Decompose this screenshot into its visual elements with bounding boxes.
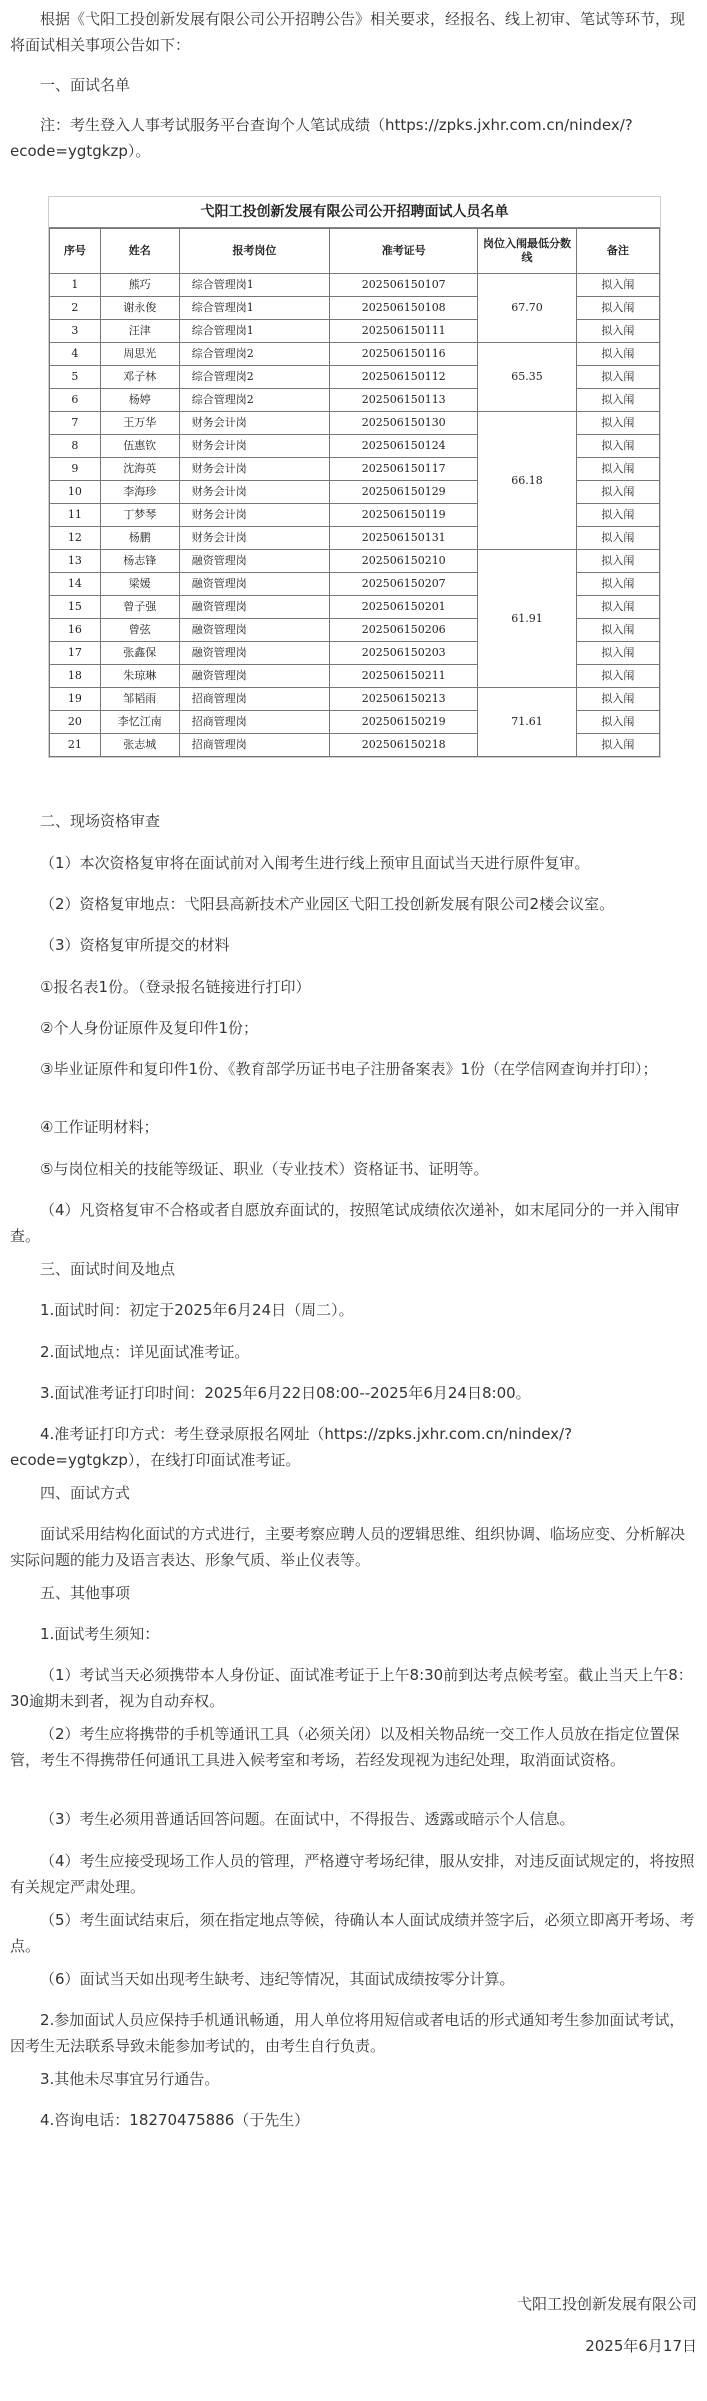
cell-post: 综合管理岗2 (179, 389, 329, 412)
cell-post: 财务会计岗 (179, 481, 329, 504)
cell-no: 11 (50, 504, 101, 527)
table-row (50, 412, 660, 435)
material-item-4: ④工作证明材料； (40, 1118, 159, 1136)
qualification-item-1: （1）本次资格复审将在面试前对入闱考生进行线上预审且面试当天进行原件复审。 (40, 854, 590, 872)
cell-remark: 拟入闱 (576, 412, 659, 435)
cell-exam-id: 202506150117 (330, 458, 478, 481)
cell-no: 5 (50, 366, 101, 389)
cell-post: 融资管理岗 (179, 550, 329, 573)
cell-exam-id: 202506150131 (330, 527, 478, 550)
cell-no: 12 (50, 527, 101, 550)
cell-post: 融资管理岗 (179, 665, 329, 688)
cell-exam-id: 202506150207 (330, 573, 478, 596)
cell-no: 9 (50, 458, 101, 481)
notice-rule-5: （5）考生面试结束后，须在指定地点等候，待确认本人面试成绩并签字后，必须立即离开考场、考点。 (10, 1911, 695, 1955)
signature-organization: 弋阳工投创新发展有限公司 (516, 2295, 697, 2313)
cell-exam-id: 202506150112 (330, 366, 478, 389)
cell-name: 沈海英 (100, 458, 179, 481)
cell-post: 招商管理岗 (179, 711, 329, 734)
cell-name: 张志城 (100, 734, 179, 757)
cell-name: 朱琼琳 (100, 665, 179, 688)
cell-remark: 拟入闱 (576, 596, 659, 619)
cell-exam-id: 202506150213 (330, 688, 478, 711)
cell-remark: 拟入闱 (576, 688, 659, 711)
cell-exam-id: 202506150210 (330, 550, 478, 573)
cell-remark: 拟入闱 (576, 297, 659, 320)
cell-name: 李海珍 (100, 481, 179, 504)
header-remark: 备注 (576, 229, 659, 274)
section-title-qualification: 二、现场资格审查 (40, 812, 161, 830)
cell-post: 财务会计岗 (179, 412, 329, 435)
cell-no: 15 (50, 596, 101, 619)
cell-name: 丁梦琴 (100, 504, 179, 527)
cell-name: 李忆江南 (100, 711, 179, 734)
cell-exam-id: 202506150124 (330, 435, 478, 458)
cell-no: 17 (50, 642, 101, 665)
qualification-item-3: （3）资格复审所提交的材料 (40, 936, 230, 954)
table-body (50, 274, 660, 757)
cell-no: 10 (50, 481, 101, 504)
cell-exam-id: 202506150113 (330, 389, 478, 412)
time-item-3: 3.面试准考证打印时间：2025年6月22日08:00--2025年6月24日8:00。 (40, 1384, 531, 1402)
header-post: 报考岗位 (179, 229, 329, 274)
cell-post: 招商管理岗 (179, 688, 329, 711)
cell-post: 财务会计岗 (179, 527, 329, 550)
cell-remark: 拟入闱 (576, 504, 659, 527)
cell-remark: 拟入闱 (576, 642, 659, 665)
cell-remark: 拟入闱 (576, 550, 659, 573)
material-item-2: ②个人身份证原件及复印件1份； (40, 1019, 258, 1037)
cell-min-score: 67.70 (478, 274, 576, 343)
notice-rule-3: （3）考生必须用普通话回答问题。在面试中，不得报告、透露或暗示个人信息。 (40, 1810, 575, 1828)
cell-min-score: 71.61 (478, 688, 576, 757)
material-item-1: ①报名表1份。（登录报名链接进行打印） (40, 978, 311, 996)
interview-list-table (48, 196, 661, 758)
header-name: 姓名 (100, 229, 179, 274)
cell-post: 财务会计岗 (179, 504, 329, 527)
cell-remark: 拟入闱 (576, 343, 659, 366)
cell-no: 8 (50, 435, 101, 458)
cell-name: 邓子林 (100, 366, 179, 389)
table-row (50, 274, 660, 297)
cell-post: 综合管理岗1 (179, 274, 329, 297)
table-title: 弋阳工投创新发展有限公司公开招聘面试人员名单 (49, 197, 660, 228)
cell-exam-id: 202506150119 (330, 504, 478, 527)
cell-name: 杨鹏 (100, 527, 179, 550)
section-title-other: 五、其他事项 (40, 1584, 131, 1602)
time-item-1: 1.面试时间：初定于2025年6月24日（周二）。 (40, 1301, 354, 1319)
cell-remark: 拟入闱 (576, 274, 659, 297)
cell-post: 融资管理岗 (179, 619, 329, 642)
header-exam-id: 准考证号 (330, 229, 478, 274)
cell-name: 熊巧 (100, 274, 179, 297)
cell-no: 6 (50, 389, 101, 412)
table-header-row (50, 229, 660, 274)
cell-remark: 拟入闱 (576, 711, 659, 734)
cell-remark: 拟入闱 (576, 665, 659, 688)
cell-exam-id: 202506150108 (330, 297, 478, 320)
contact-phone: 4.咨询电话：18270475886（于先生） (40, 2111, 310, 2129)
cell-post: 综合管理岗2 (179, 366, 329, 389)
material-item-3: ③毕业证原件和复印件1份、《教育部学历证书电子注册备案表》1份（在学信网查询并打印）； (40, 1060, 658, 1078)
cell-min-score: 61.91 (478, 550, 576, 688)
cell-no: 3 (50, 320, 101, 343)
cell-remark: 拟入闱 (576, 366, 659, 389)
cell-post: 财务会计岗 (179, 458, 329, 481)
cell-name: 王万华 (100, 412, 179, 435)
method-paragraph: 面试采用结构化面试的方式进行，主要考察应聘人员的逻辑思维、组织协调、临场应变、分析解决实际问题的能力及语言表达、形象气质、举止仪表等。 (10, 1525, 686, 1569)
cell-post: 综合管理岗2 (179, 343, 329, 366)
cell-remark: 拟入闱 (576, 320, 659, 343)
notice-subtitle: 1.面试考生须知： (40, 1625, 160, 1643)
cell-exam-id: 202506150206 (330, 619, 478, 642)
cell-post: 财务会计岗 (179, 435, 329, 458)
cell-no: 7 (50, 412, 101, 435)
cell-remark: 拟入闱 (576, 389, 659, 412)
cell-name: 杨婷 (100, 389, 179, 412)
cell-post: 综合管理岗1 (179, 320, 329, 343)
cell-name: 梁媛 (100, 573, 179, 596)
other-item-3: 3.其他未尽事宜另行通告。 (40, 2070, 220, 2088)
cell-no: 16 (50, 619, 101, 642)
cell-post: 融资管理岗 (179, 596, 329, 619)
cell-remark: 拟入闱 (576, 481, 659, 504)
cell-no: 18 (50, 665, 101, 688)
cell-name: 汪津 (100, 320, 179, 343)
note-paragraph: 注：考生登入人事考试服务平台查询个人笔试成绩（https://zpks.jxhr.com.cn/nindex/?ecode=ygtgkzp）。 (10, 116, 633, 160)
intro-paragraph: 根据《弋阳工投创新发展有限公司公开招聘公告》相关要求，经报名、线上初审、笔试等环节，现将面试相关事项公告如下： (10, 10, 686, 54)
cell-exam-id: 202506150129 (330, 481, 478, 504)
table-row (50, 688, 660, 711)
notice-rule-6: （6）面试当天如出现考生缺考、违纪等情况，其面试成绩按零分计算。 (40, 1970, 515, 1988)
cell-name: 张鑫保 (100, 642, 179, 665)
cell-remark: 拟入闱 (576, 573, 659, 596)
notice-rule-1: （1）考试当天必须携带本人身份证、面试准考证于上午8:30前到达考点候考室。截止当天上午8：30逾期未到者，视为自动弃权。 (10, 1666, 693, 1710)
section-title-time-place: 三、面试时间及地点 (40, 1260, 176, 1278)
notice-rule-4: （4）考生应接受现场工作人员的管理，严格遵守考场纪律，服从安排，对违反面试规定的，将按照有关规定严肃处理。 (10, 1852, 695, 1896)
cell-exam-id: 202506150201 (330, 596, 478, 619)
cell-no: 21 (50, 734, 101, 757)
cell-remark: 拟入闱 (576, 527, 659, 550)
cell-exam-id: 202506150203 (330, 642, 478, 665)
header-no: 序号 (50, 229, 101, 274)
cell-exam-id: 202506150116 (330, 343, 478, 366)
cell-no: 20 (50, 711, 101, 734)
other-item-2: 2.参加面试人员应保持手机通讯畅通，用人单位将用短信或者电话的形式通知考生参加面试考试，因考生无法联系导致未能参加考试的，由考生自行负责。 (10, 2011, 685, 2055)
cell-no: 14 (50, 573, 101, 596)
cell-post: 招商管理岗 (179, 734, 329, 757)
cell-name: 谢永俊 (100, 297, 179, 320)
time-item-2: 2.面试地点：详见面试准考证。 (40, 1343, 250, 1361)
table-row (50, 550, 660, 573)
cell-no: 1 (50, 274, 101, 297)
material-item-5: ⑤与岗位相关的技能等级证、职业（专业技术）资格证书、证明等。 (40, 1160, 489, 1178)
cell-post: 综合管理岗1 (179, 297, 329, 320)
cell-min-score: 66.18 (478, 412, 576, 550)
cell-exam-id: 202506150107 (330, 274, 478, 297)
time-item-4: 4.准考证打印方式：考生登录原报名网址（https://zpks.jxhr.com.cn/nindex/?ecode=ygtgkzp），在线打印面试准考证。 (10, 1425, 573, 1469)
cell-remark: 拟入闱 (576, 619, 659, 642)
cell-post: 融资管理岗 (179, 642, 329, 665)
cell-remark: 拟入闱 (576, 435, 659, 458)
qualification-item-4: （4）凡资格复审不合格或者自愿放弃面试的，按照笔试成绩依次递补，如末尾同分的一并入闱审查。 (10, 1201, 680, 1245)
cell-exam-id: 202506150218 (330, 734, 478, 757)
cell-name: 周思光 (100, 343, 179, 366)
cell-post: 融资管理岗 (179, 573, 329, 596)
table-row (50, 343, 660, 366)
cell-exam-id: 202506150130 (330, 412, 478, 435)
cell-exam-id: 202506150211 (330, 665, 478, 688)
cell-name: 曾子强 (100, 596, 179, 619)
cell-name: 曾弦 (100, 619, 179, 642)
cell-min-score: 65.35 (478, 343, 576, 412)
cell-name: 伍惠钦 (100, 435, 179, 458)
signature-date: 2025年6月17日 (585, 2337, 697, 2355)
cell-name: 邹韬雨 (100, 688, 179, 711)
cell-remark: 拟入闱 (576, 458, 659, 481)
cell-remark: 拟入闱 (576, 734, 659, 757)
notice-rule-2: （2）考生应将携带的手机等通讯工具（必须关闭）以及相关物品统一交工作人员放在指定位置保管，考生不得携带任何通讯工具进入候考室和考场，若经发现视为违纪处理，取消面试资格。 (10, 1725, 680, 1769)
qualification-item-2: （2）资格复审地点：弋阳县高新技术产业园区弋阳工投创新发展有限公司2楼会议室。 (40, 895, 615, 913)
cell-no: 4 (50, 343, 101, 366)
section-title-interview-method: 四、面试方式 (40, 1484, 131, 1502)
cell-no: 19 (50, 688, 101, 711)
cell-no: 2 (50, 297, 101, 320)
header-min-score: 岗位入闱最低分数线 (478, 229, 576, 274)
section-title-interview-list: 一、面试名单 (40, 76, 131, 94)
cell-exam-id: 202506150111 (330, 320, 478, 343)
cell-exam-id: 202506150219 (330, 711, 478, 734)
cell-name: 杨志锋 (100, 550, 179, 573)
cell-no: 13 (50, 550, 101, 573)
